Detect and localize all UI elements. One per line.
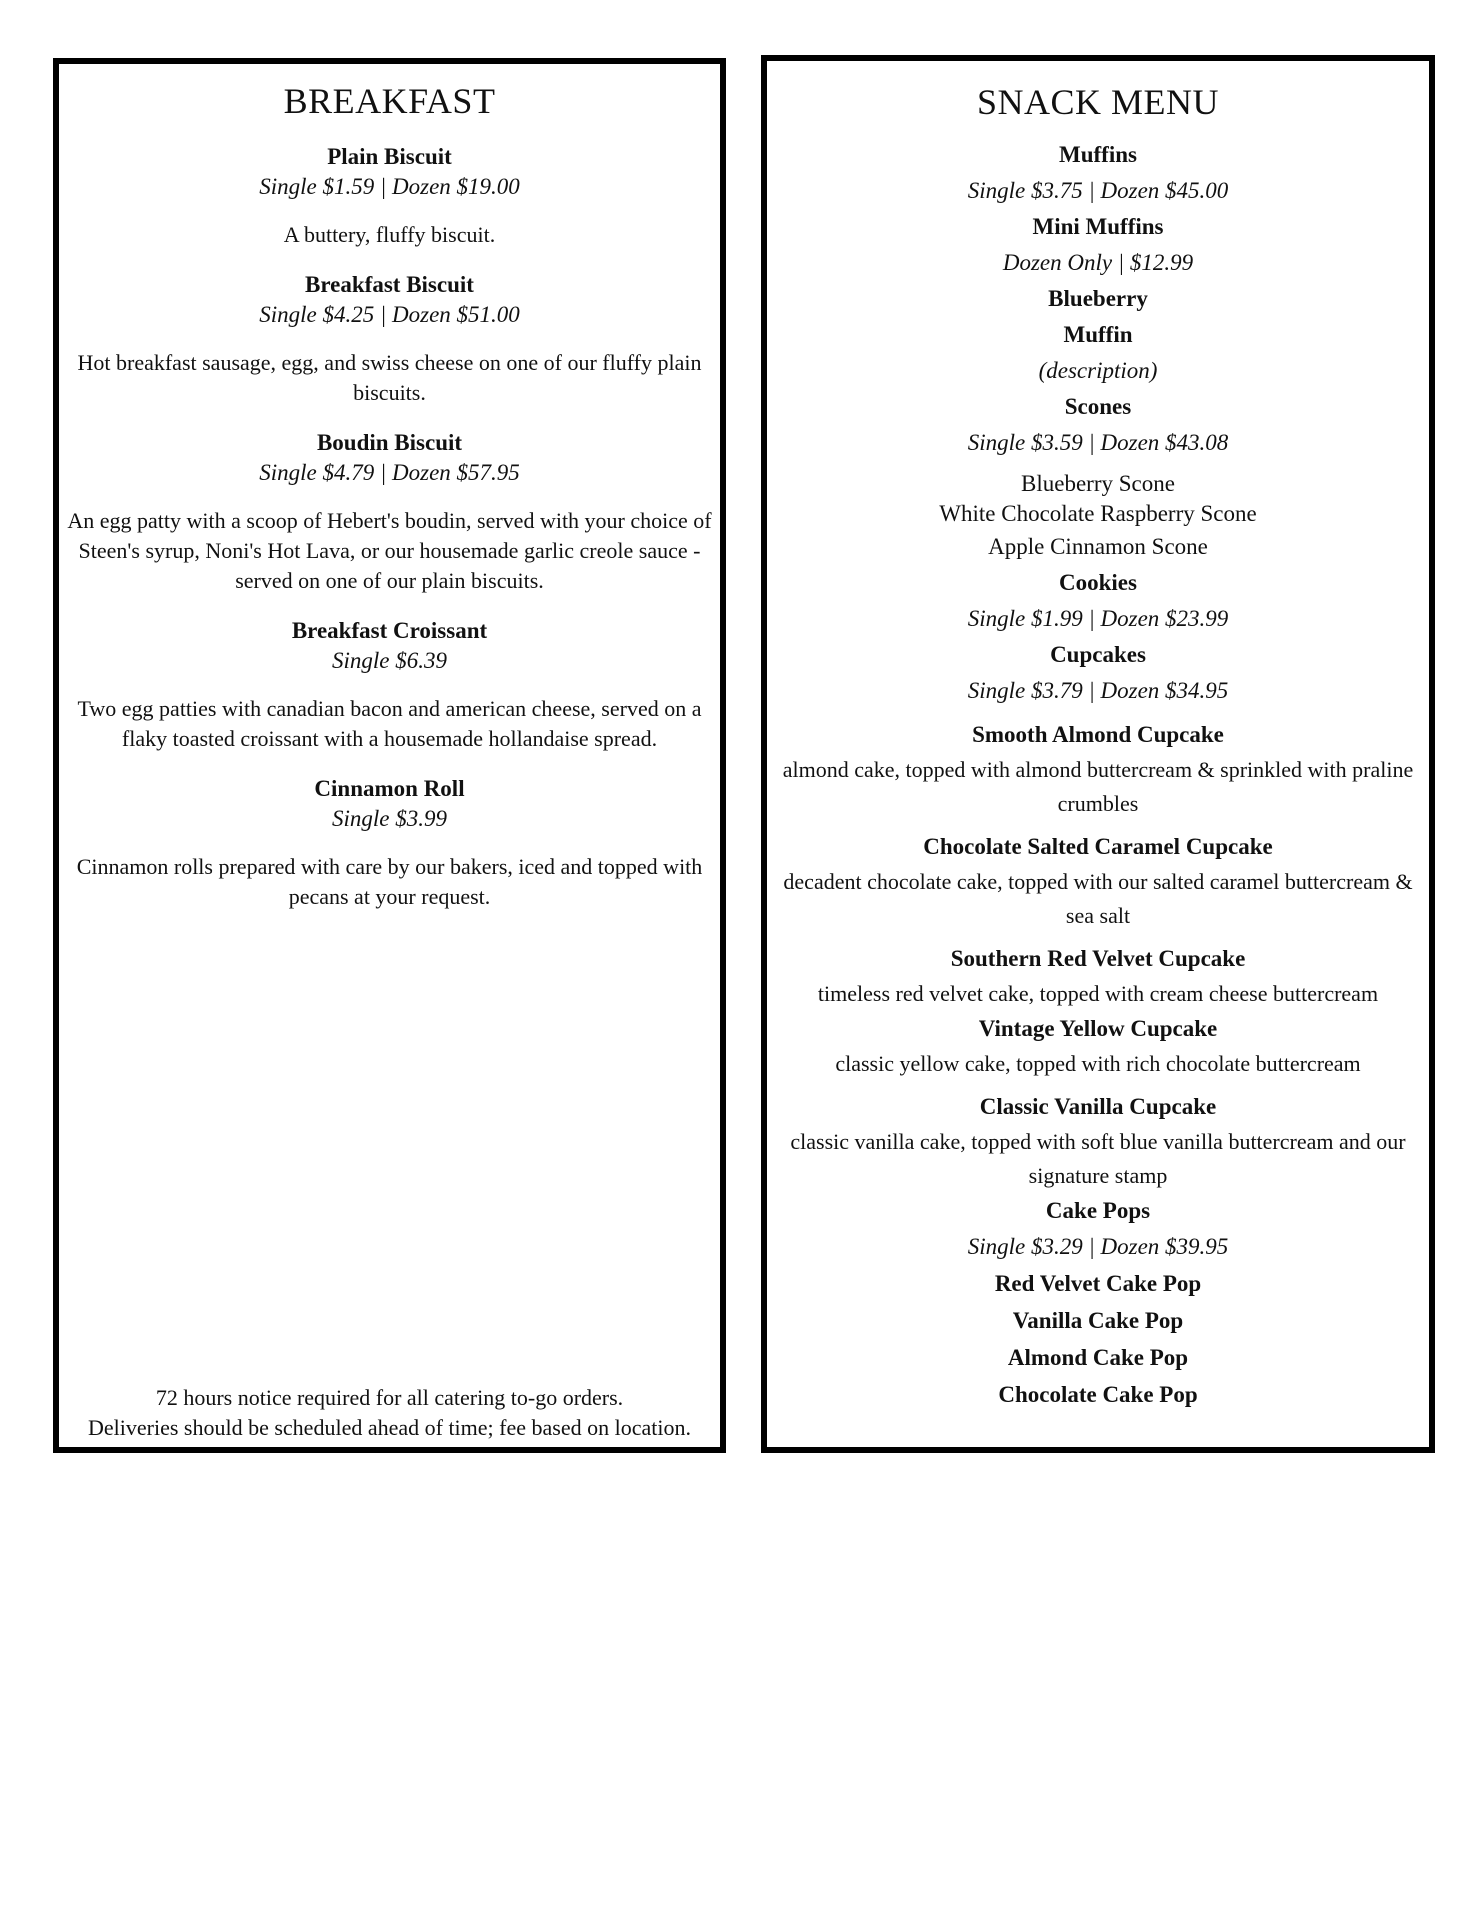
breakfast-title: BREAKFAST [283,81,496,121]
cake-pop-flavor: Chocolate Cake Pop [998,1382,1198,1407]
item-price: Single $4.79 | Dozen $57.95 [259,460,520,485]
cupcake-description: classic vanilla cake, topped with soft blue vanilla buttercream and our signature stamp [790,1129,1406,1188]
cupcake-name: Classic Vanilla Cupcake [979,1094,1217,1119]
flavor-item: Apple Cinnamon Scone [988,534,1208,559]
snack-list [767,137,1429,1413]
snack-panel [761,55,1435,1453]
cupcake-name: Chocolate Salted Caramel Cupcake [923,834,1273,859]
item-description: Hot breakfast sausage, egg, and swiss cheese on one of our fluffy plain biscuits. [77,350,702,405]
menu-item [67,616,712,754]
item-description: An egg patty with a scoop of Hebert's boudin, served with your choice of Steen's syrup, Noni's Hot Lava, or our housemade garlic creole sauce - served on one of our plain biscuits. [67,508,712,593]
menu-item [67,774,712,912]
cake-pop-flavor: Vanilla Cake Pop [1012,1308,1184,1333]
cupcake-description: timeless red velvet cake, topped with cream cheese buttercream [817,981,1379,1006]
cupcake-name: Vintage Yellow Cupcake [978,1016,1218,1041]
item-name: Cake Pops [1045,1198,1151,1223]
item-name: Breakfast Biscuit [305,272,474,297]
item-name: Muffin [1063,322,1133,347]
catering-note-line: Deliveries should be scheduled ahead of time; fee based on location. [88,1415,691,1440]
cupcake-description: decadent chocolate cake, topped with our salted caramel buttercream & sea salt [783,869,1413,928]
breakfast-list [59,142,720,912]
item-description: Two egg patties with canadian bacon and american cheese, served on a flaky toasted croissant with a housemade hollandaise spread. [77,696,702,751]
item-price: Single $1.59 | Dozen $19.00 [259,174,520,199]
flavor-item: White Chocolate Raspberry Scone [939,501,1257,526]
item-name: Breakfast Croissant [291,618,488,643]
menu-item [67,142,712,250]
item-description: (description) [1038,358,1158,383]
item-description: Cinnamon rolls prepared with care by our bakers, iced and topped with pecans at your request. [76,854,703,909]
breakfast-panel [53,58,726,1453]
item-name: Cupcakes [1050,642,1146,667]
item-price: Single $3.75 | Dozen $45.00 [967,178,1229,203]
item-price: Single $1.99 | Dozen $23.99 [967,606,1229,631]
item-price: Single $6.39 [332,648,447,673]
menu-item [67,270,712,408]
item-name: Cinnamon Roll [314,776,465,801]
catering-note [59,1383,720,1443]
flavor-item: Blueberry Scone [1021,471,1175,496]
cupcake-name: Southern Red Velvet Cupcake [950,946,1246,971]
cupcake-description: classic yellow cake, topped with rich chocolate buttercream [835,1051,1361,1076]
menu-item [67,428,712,596]
cake-pop-flavor: Almond Cake Pop [1007,1345,1189,1370]
cupcake-description: almond cake, topped with almond buttercream & sprinkled with praline crumbles [782,757,1414,816]
catering-note-line: 72 hours notice required for all catering to-go orders. [155,1385,624,1410]
item-price: Single $3.79 | Dozen $34.95 [967,678,1229,703]
snack-title: SNACK MENU [976,82,1220,122]
item-name: Muffins [1059,142,1137,167]
item-name: Blueberry [1048,286,1148,311]
item-name: Mini Muffins [1032,214,1164,239]
item-price: Dozen Only | $12.99 [1002,250,1194,275]
cupcake-name: Smooth Almond Cupcake [972,722,1224,747]
item-price: Single $3.59 | Dozen $43.08 [967,430,1229,455]
item-price: Single $4.25 | Dozen $51.00 [259,302,520,327]
item-name: Plain Biscuit [327,144,452,169]
item-name: Cookies [1059,570,1137,595]
item-name: Scones [1064,394,1132,419]
item-price: Single $3.29 | Dozen $39.95 [967,1234,1229,1259]
item-name: Boudin Biscuit [316,430,463,455]
item-price: Single $3.99 [332,806,447,831]
cake-pop-flavor: Red Velvet Cake Pop [994,1271,1202,1296]
item-description: A buttery, fluffy biscuit. [283,222,496,247]
